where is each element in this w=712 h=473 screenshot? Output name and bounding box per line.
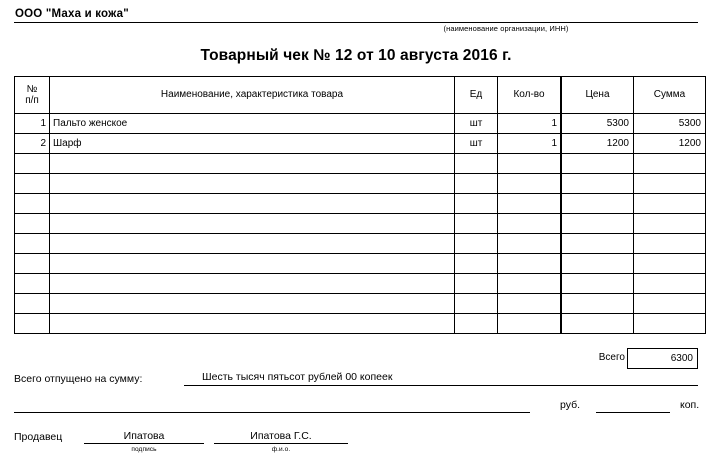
cell-name	[50, 314, 455, 334]
cell-number	[15, 174, 50, 194]
table-row	[15, 154, 706, 174]
totals-row	[516, 348, 698, 370]
table-row	[15, 294, 706, 314]
cell-sum	[634, 314, 706, 334]
cell-number	[15, 154, 50, 174]
cell-sum	[634, 174, 706, 194]
organization-caption: (наименование организации, ИНН)	[443, 24, 569, 33]
seller-role-label: Продавец	[14, 431, 63, 443]
kop-label: коп.	[680, 399, 700, 411]
cell-qty	[498, 154, 562, 174]
page-title: Товарный чек № 12 от 10 августа 2016 г.	[200, 47, 512, 64]
cell-unit	[455, 234, 498, 254]
organization-block	[14, 8, 698, 33]
cell-qty: 1	[498, 114, 562, 134]
cell-qty: 1	[498, 134, 562, 154]
cell-unit	[455, 274, 498, 294]
cell-qty	[498, 254, 562, 274]
cell-price	[561, 154, 634, 174]
cell-unit	[455, 254, 498, 274]
cell-sum	[634, 254, 706, 274]
cell-unit	[455, 194, 498, 214]
cell-number	[15, 234, 50, 254]
cell-price	[561, 214, 634, 234]
cell-number	[15, 194, 50, 214]
table-row	[15, 174, 706, 194]
cell-name	[50, 274, 455, 294]
cell-qty	[498, 274, 562, 294]
cell-number	[15, 294, 50, 314]
cell-qty	[498, 234, 562, 254]
cell-name	[50, 194, 455, 214]
table-row	[15, 274, 706, 294]
cell-name: Шарф	[50, 134, 455, 154]
cell-sum: 1200	[634, 134, 706, 154]
cell-name	[50, 294, 455, 314]
cell-price	[561, 234, 634, 254]
goods-table	[14, 76, 706, 334]
table-row	[15, 314, 706, 334]
cell-unit: шт	[455, 134, 498, 154]
cell-name	[50, 174, 455, 194]
money-blank-line-short	[596, 412, 670, 413]
cell-sum	[634, 194, 706, 214]
money-blank-line-long	[14, 412, 530, 413]
column-header-number-line1: №	[26, 83, 38, 95]
table-row	[15, 254, 706, 274]
cell-sum	[634, 294, 706, 314]
cell-price	[561, 174, 634, 194]
table-row	[15, 214, 706, 234]
seller-name-caption: ф.и.о.	[271, 446, 291, 453]
cell-price	[561, 294, 634, 314]
cell-sum	[634, 154, 706, 174]
cell-qty	[498, 314, 562, 334]
column-header-sum: Сумма	[634, 77, 706, 114]
seller-signature-caption: подпись	[131, 446, 157, 453]
goods-table-body	[15, 114, 706, 334]
cell-number	[15, 274, 50, 294]
amount-in-words-value: Шесть тысяч пятьсот рублей 00 копеек	[184, 371, 698, 386]
cell-name	[50, 214, 455, 234]
totals-value: 6300	[627, 348, 698, 369]
cell-number: 2	[15, 134, 50, 154]
cell-unit	[455, 314, 498, 334]
cell-name	[50, 254, 455, 274]
amount-in-words-row	[14, 371, 698, 391]
cell-sum	[634, 214, 706, 234]
cell-number	[15, 314, 50, 334]
cell-unit	[455, 214, 498, 234]
table-header-row	[15, 77, 706, 114]
cell-qty	[498, 174, 562, 194]
cell-qty	[498, 194, 562, 214]
goods-table-head	[15, 77, 706, 114]
amount-in-words-label: Всего отпущено на сумму:	[14, 373, 143, 385]
rub-label: руб.	[560, 399, 581, 411]
cell-unit	[455, 154, 498, 174]
cell-price	[561, 254, 634, 274]
organization-rule	[14, 22, 698, 23]
cell-sum	[634, 274, 706, 294]
cell-number: 1	[15, 114, 50, 134]
money-blank-row	[14, 399, 698, 417]
cell-name	[50, 154, 455, 174]
cell-sum: 5300	[634, 114, 706, 134]
totals-label: Всего	[598, 352, 625, 363]
cell-price	[561, 194, 634, 214]
cell-qty	[498, 214, 562, 234]
cell-price	[561, 274, 634, 294]
organization-name: ООО "Маха и кожа"	[15, 8, 129, 20]
table-row	[15, 134, 706, 154]
seller-name-value: Ипатова Г.С.	[214, 430, 348, 444]
cell-name	[50, 234, 455, 254]
cell-number	[15, 254, 50, 274]
column-header-name: Наименование, характеристика товара	[50, 77, 455, 114]
cell-unit: шт	[455, 114, 498, 134]
cell-price: 1200	[561, 134, 634, 154]
column-header-unit: Ед	[455, 77, 498, 114]
cell-price	[561, 314, 634, 334]
table-row	[15, 194, 706, 214]
table-row	[15, 114, 706, 134]
table-row	[15, 234, 706, 254]
cell-unit	[455, 174, 498, 194]
seller-signature-value: Ипатова	[84, 430, 204, 444]
cell-number	[15, 214, 50, 234]
column-header-qty: Кол-во	[498, 77, 562, 114]
cell-sum	[634, 234, 706, 254]
signature-row	[14, 430, 698, 464]
cell-qty	[498, 294, 562, 314]
column-header-number-line2: п/п	[25, 95, 39, 106]
cell-name: Пальто женское	[50, 114, 455, 134]
column-header-number	[15, 77, 50, 114]
cell-unit	[455, 294, 498, 314]
column-header-price: Цена	[561, 77, 634, 114]
cell-price: 5300	[561, 114, 634, 134]
